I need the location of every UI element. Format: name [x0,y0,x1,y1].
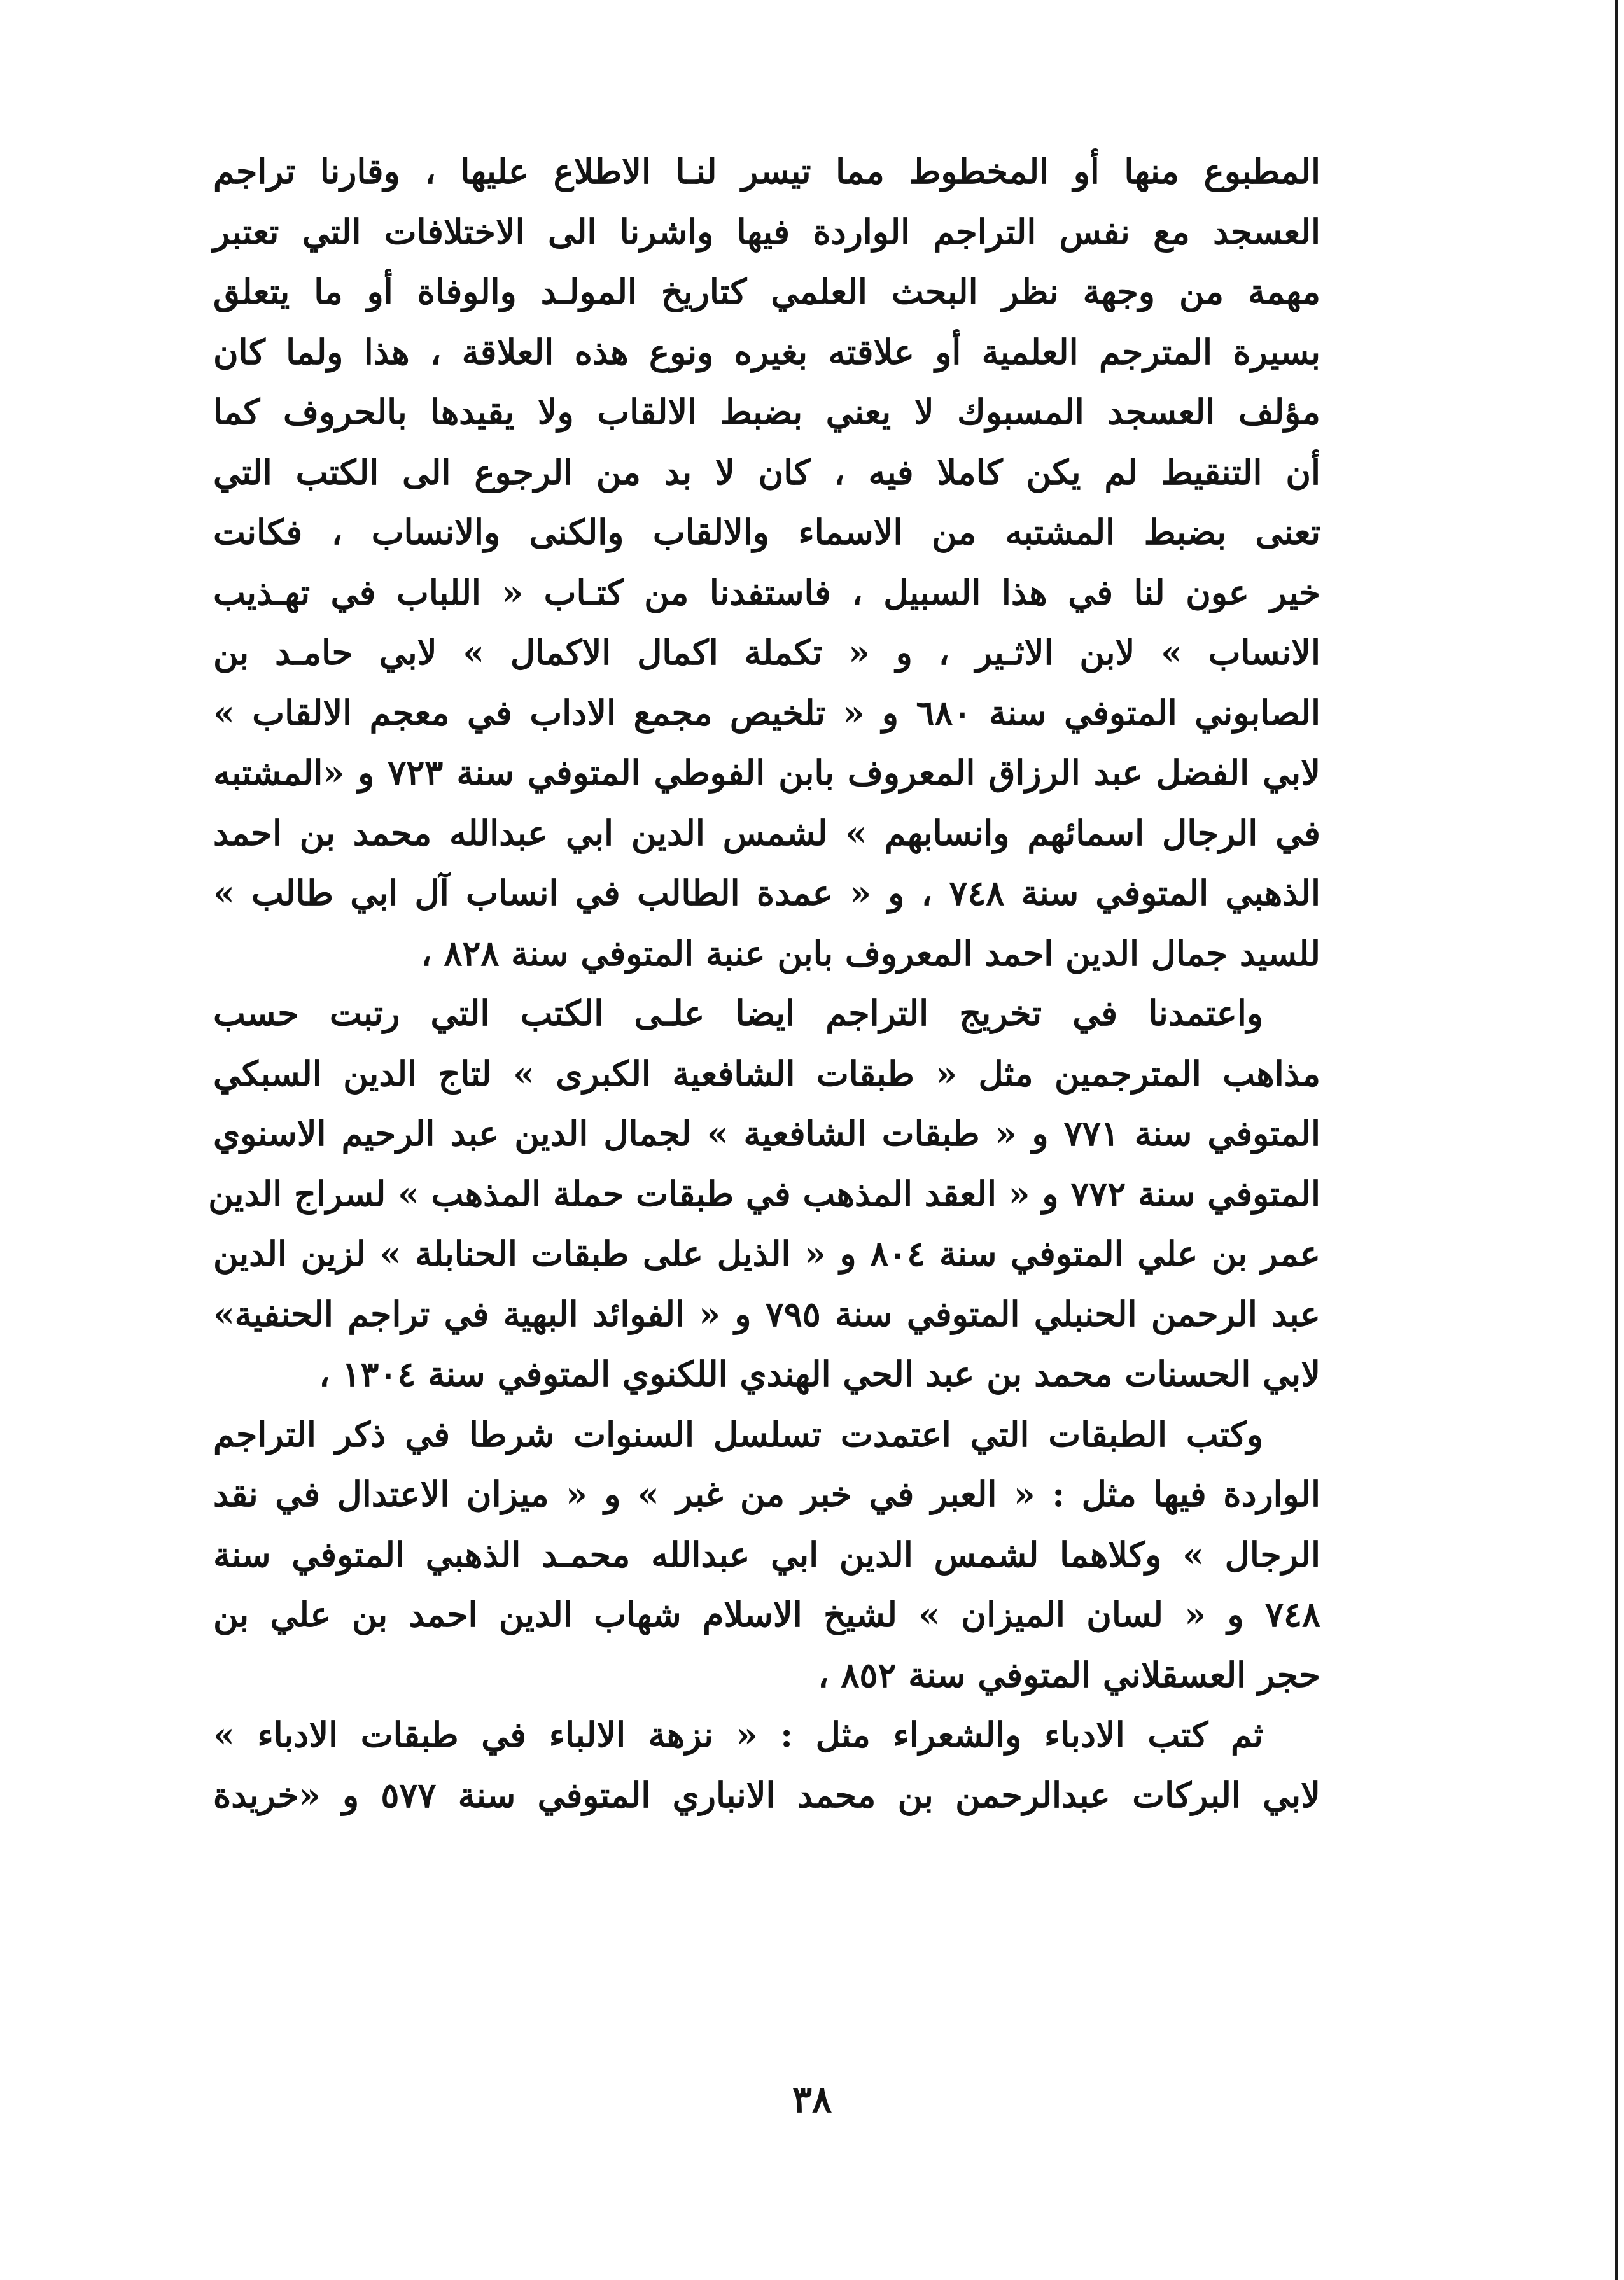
text-line: المتوفي سنة ٧٧٢ و « العقد المذهب في طبقات حملة المذهب » لسراج الدين [208,1173,1320,1214]
text-line: واعتمدنا في تخريج التراجم ايضا علـى الكتب التي رتبت حسب [213,993,1263,1033]
text-line: لابي الفضل عبد الرزاق المعروف بابن الفوطي المتوفي سنة ٧٢٣ و «المشتبه [213,752,1320,793]
text-line: مذاهب المترجمين مثل « طبقات الشافعية الكبرى » لتاج الدين السبكي [213,1053,1320,1094]
text-line: مهمة من وجهة نظر البحث العلمي كتاريخ المولـد والوفاة أو ما يتعلق [213,271,1320,312]
text-line: بسيرة المترجم العلمية أو علاقته بغيره ونوع هذه العلاقة ، هذا ولما كان [213,331,1320,372]
text-line: عمر بن علي المتوفي سنة ٨٠٤ و « الذيل على طبقات الحنابلة » لزين الدين [213,1233,1320,1274]
text-line: خير عون لنا في هذا السبيل ، فاستفدنا من كتـاب « اللباب في تهـذيب [213,571,1320,613]
text-line: الانساب » لابن الاثـير ، و « تكملة اكمال الاكمال » لابي حامـد بن [213,632,1320,673]
text-line: الصابوني المتوفي سنة ٦٨٠ و « تلخيص مجمع الاداب في معجم الالقاب » [213,692,1321,733]
body-text [208,141,1321,1825]
text-line: مؤلف العسجد المسبوك لا يعني بضبط الالقاب ولا يقيدها بالحروف كما [213,391,1320,432]
text-line: للسيد جمال الدين احمد المعروف بابن عنبة المتوفي سنة ٨٢٨ ، [421,932,1320,974]
text-line: الواردة فيها مثل : « العبر في خبر من غبر » و « ميزان الاعتدال في نقد [213,1474,1320,1514]
text-line: لابي البركات عبدالرحمن بن محمد الانباري المتوفي سنة ٥٧٧ و «خريدة [213,1774,1320,1815]
text-line: المتوفي سنة ٧٧١ و « طبقات الشافعية » لجمال الدين عبد الرحيم الاسنوي [213,1113,1321,1154]
text-line: وكتب الطبقات التي اعتمدت تسلسل السنوات شرطا في ذكر التراجم [213,1413,1263,1455]
text-line: حجر العسقلاني المتوفي سنة ٨٥٢ ، [818,1654,1320,1695]
text-line: ثم كتب الادباء والشعراء مثل : « نزهة الالباء في طبقات الادباء » [213,1714,1263,1755]
text-line: الرجال » وكلاهما لشمس الدين ابي عبدالله محمـد الذهبي المتوفي سنة [213,1534,1320,1575]
text-line: العسجد مع نفس التراجم الواردة فيها واشرنا الى الاختلافات التي تعتبر [213,211,1320,252]
text-line: تعنى بضبط المشتبه من الاسماء والالقاب والكنى والانساب ، فكانت [213,512,1320,552]
text-line: لابي الحسنات محمد بن عبد الحي الهندي اللكنوي المتوفي سنة ١٣٠٤ ، [319,1353,1320,1394]
text-line: عبد الرحمن الحنبلي المتوفي سنة ٧٩٥ و « الفوائد البهية في تراجم الحنفية» [213,1293,1320,1334]
text-line: أن التنقيط لم يكن كاملا فيه ، كان لا بد من الرجوع الى الكتب التي [213,451,1320,493]
page-number: ٣٨ [792,2078,832,2121]
text-line: المطبوع منها أو المخطوط مما تيسر لنـا الاطلاع عليها ، وقارنا تراجم [213,151,1320,192]
text-line: الذهبي المتوفي سنة ٧٤٨ ، و « عمدة الطالب في انساب آل ابي طالب » [213,872,1320,913]
page-edge-rule [1615,0,1618,2280]
text-line: في الرجال اسمائهم وانسابهم » لشمس الدين ابي عبدالله محمد بن احمد [213,812,1320,853]
text-line: ٧٤٨ و « لسان الميزان » لشيخ الاسلام شهاب الدين احمد بن علي بن [213,1594,1320,1635]
